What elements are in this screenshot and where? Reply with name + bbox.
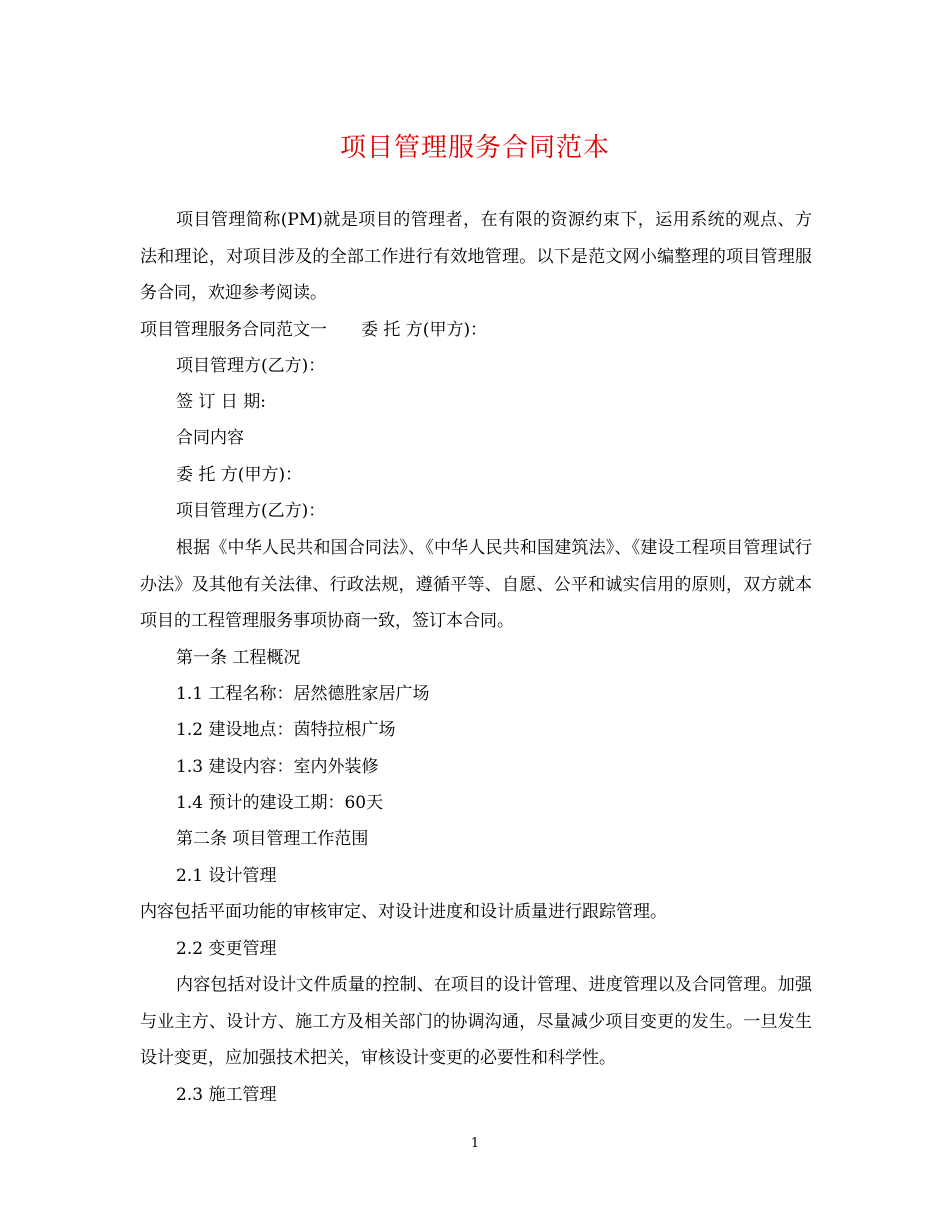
basis-paragraph: 根据《中华人民共和国合同法》、《中华人民共和国建筑法》、《建设工程项目管理试行办法》及其他有关法律、行政法规，遵循平等、自愿、公平和诚实信用的原则，双方就本项目的工程管理服务事项协商一致，签订本合同。 [140, 538, 812, 631]
item-2-2: 2.2 变更管理 [176, 939, 277, 959]
intro-paragraph: 项目管理简称(PM)就是项目的管理者，在有限的资源约束下，运用系统的观点、方法和理论，对项目涉及的全部工作进行有效地管理。以下是范文网小编整理的项目管理服务合同，欢迎参考阅读。 [140, 210, 812, 303]
party-a-label: 委 托 方(甲方)： [176, 465, 303, 485]
sign-date-label: 签 订 日 期: [176, 392, 266, 412]
item-2-1-text: 内容包括平面功能的审核审定、对设计进度和设计质量进行跟踪管理。 [140, 902, 667, 922]
item-2-2-text: 内容包括对设计文件质量的控制、在项目的设计管理、进度管理以及合同管理。加强与业主方、设计方、施工方及相关部门的协调沟通，尽量减少项目变更的发生。一旦发生设计变更，应加强技术把关，审核设计变更的必要性和科学性。 [140, 975, 812, 1068]
item-1-4: 1.4 预计的建设工期：60天 [176, 793, 384, 813]
page-number: 1 [470, 1136, 480, 1151]
party-b-label-2: 项目管理方(乙方)： [176, 501, 326, 521]
sample-heading: 项目管理服务合同范文一 委 托 方(甲方)： [140, 320, 488, 340]
article-2-title: 第二条 项目管理工作范围 [176, 829, 369, 849]
contract-content-heading: 合同内容 [176, 428, 244, 448]
item-1-1: 1.1 工程名称：居然德胜家居广场 [176, 684, 430, 704]
item-1-2: 1.2 建设地点：茵特拉根广场 [176, 720, 396, 740]
party-b-label: 项目管理方(乙方)： [176, 356, 326, 376]
item-1-3: 1.3 建设内容：室内外装修 [176, 757, 379, 777]
article-1-title: 第一条 工程概况 [176, 648, 301, 668]
item-2-3: 2.3 施工管理 [176, 1085, 277, 1105]
document-title: 项目管理服务合同范本 [339, 133, 610, 163]
item-2-1: 2.1 设计管理 [176, 866, 277, 886]
